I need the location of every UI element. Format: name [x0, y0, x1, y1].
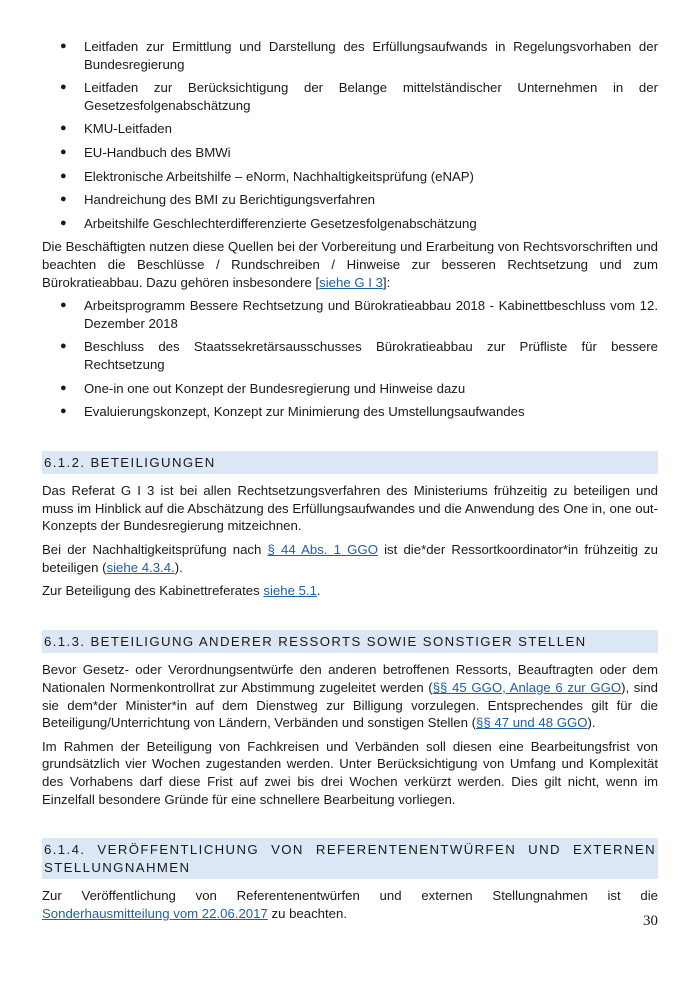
bullet-icon: ● [60, 81, 67, 94]
page-number: 30 [643, 913, 658, 929]
bullet-icon: ● [60, 340, 67, 353]
bullet-icon: ● [60, 145, 67, 158]
list-item: ● Handreichung des BMI zu Berichtigungsverfahren [60, 192, 376, 208]
section-heading-6-1-2: 6.1.2. BETEILIGUNGEN [42, 451, 658, 475]
list-item: ● Elektronische Arbeitshilfe – eNorm, Nachhaltigkeitsprüfung (eNAP) [60, 168, 474, 184]
bullet-icon: ● [60, 122, 67, 135]
paragraph: Im Rahmen der Beteiligung von Fachkreisen und Verbänden soll diesen eine Bearbeitungsfrist von grundsätzlich vier Wochen zugestanden werden. Unter Berücksichtigung von Umfang und Komplexität des Vorhabens darf diese Frist auf zwei bis drei Wochen verkürzt werden. Dies gilt nicht, wenn im Einzelfall besondere Gründe für eine schnellere Bearbeitung vorliegen. [42, 738, 658, 807]
list-item: ● One-in one out Konzept der Bundesregierung und Hinweise dazu [60, 380, 466, 396]
link-g-i-3[interactable]: siehe G I 3 [319, 274, 383, 290]
paragraph: Zur Beteiligung des Kabinettreferates siehe 5.1. [42, 583, 321, 599]
resolution-list [42, 297, 658, 421]
document-page [42, 38, 658, 929]
link-ggo-44[interactable]: § 44 Abs. 1 GGO [267, 542, 378, 558]
paragraph: Bevor Gesetz- oder Verordnungsentwürfe den anderen betroffenen Ressorts, Beauftragten oder dem Nationalen Normenkontrollrat zur Abstimmung zugeleitet werden (§§ 45 GGO, Anlage 6 zur GGO), sind sie dem*der Minister*in auf dem Dienstweg zur Billigung vorzulegen. Entsprechendes gilt für die Beteiligung/Unterrichtung von Ländern, Verbänden und sonstigen Stellen (§§ 47 und 48 GGO). [42, 662, 658, 731]
bullet-icon: ● [60, 299, 67, 312]
intro-paragraph: Die Beschäftigten nutzen diese Quellen bei der Vorbereitung und Erarbeitung von Rechtsvorschriften und beachten die Beschlüsse / Rundschreiben / Hinweise zur besseren Rechtsetzung und zum Bürokratieabbau. Dazu gehören insbesondere [siehe G I 3]: [42, 239, 658, 290]
bullet-icon: ● [60, 169, 67, 182]
list-item: ● KMU-Leitfaden [60, 121, 172, 137]
bullet-icon: ● [60, 216, 67, 229]
link-sonderhausmitteilung[interactable]: Sonderhausmitteilung vom 22.06.2017 [42, 905, 268, 921]
list-item: ● EU-Handbuch des BMWi [60, 144, 231, 160]
paragraph: Zur Veröffentlichung von Referentenentwürfen und externen Stellungnahmen ist die Sonderhausmitteilung vom 22.06.2017 zu beachten. [42, 888, 658, 921]
bullet-icon: ● [60, 405, 67, 418]
bullet-icon: ● [60, 40, 67, 52]
link-5-1[interactable]: siehe 5.1 [263, 583, 317, 599]
bullet-icon: ● [60, 381, 67, 394]
section-heading-6-1-4: 6.1.4. VERÖFFENTLICHUNG VON REFERENTENENTWÜRFEN UND EXTERNEN STELLUNGNAHMEN [42, 838, 658, 879]
list-item: ● Arbeitshilfe Geschlechterdifferenzierte Gesetzesfolgenabschätzung [60, 215, 477, 231]
paragraph: Das Referat G I 3 ist bei allen Rechtsetzungsverfahren des Ministeriums frühzeitig zu beteiligen und muss im Hinblick auf die Abschätzung des Erfüllungsaufwandes und die Anwendung des One in, one out-Konzepts der Bundesregierung mitzeichnen. [42, 483, 658, 534]
list-item: ● Evaluierungskonzept, Konzept zur Minimierung des Umstellungsaufwandes [60, 404, 525, 420]
paragraph: Bei der Nachhaltigkeitsprüfung nach § 44 Abs. 1 GGO ist die*der Ressortkoordinator*in frühzeitig zu beteiligen (siehe 4.3.4.). [42, 542, 658, 575]
list-item: ● Leitfaden zur Berücksichtigung der Belange mittelständischer Unternehmen in der Gesetzesfolgenabschätzung [60, 80, 658, 113]
link-ggo-47-48[interactable]: §§ 47 und 48 GGO [476, 715, 588, 731]
bullet-icon: ● [60, 193, 67, 206]
list-item: ● Beschluss des Staatssekretärsausschusses Bürokratieabbau zur Prüfliste für bessere Rechtsetzung [60, 339, 658, 372]
link-4-3-4[interactable]: siehe 4.3.4. [106, 559, 175, 575]
list-item: ● Arbeitsprogramm Bessere Rechtsetzung und Bürokratieabbau 2018 - Kabinettbeschluss vom 12. Dezember 2018 [60, 298, 658, 331]
section-heading-6-1-3: 6.1.3. BETEILIGUNG ANDERER RESSORTS SOWIE SONSTIGER STELLEN [42, 630, 658, 654]
link-ggo-45[interactable]: §§ 45 GGO, Anlage 6 zur GGO [432, 680, 622, 696]
source-list [42, 38, 658, 232]
list-item: ● Leitfaden zur Ermittlung und Darstellung des Erfüllungsaufwands in Regelungsvorhaben der Bundesregierung [60, 39, 658, 72]
